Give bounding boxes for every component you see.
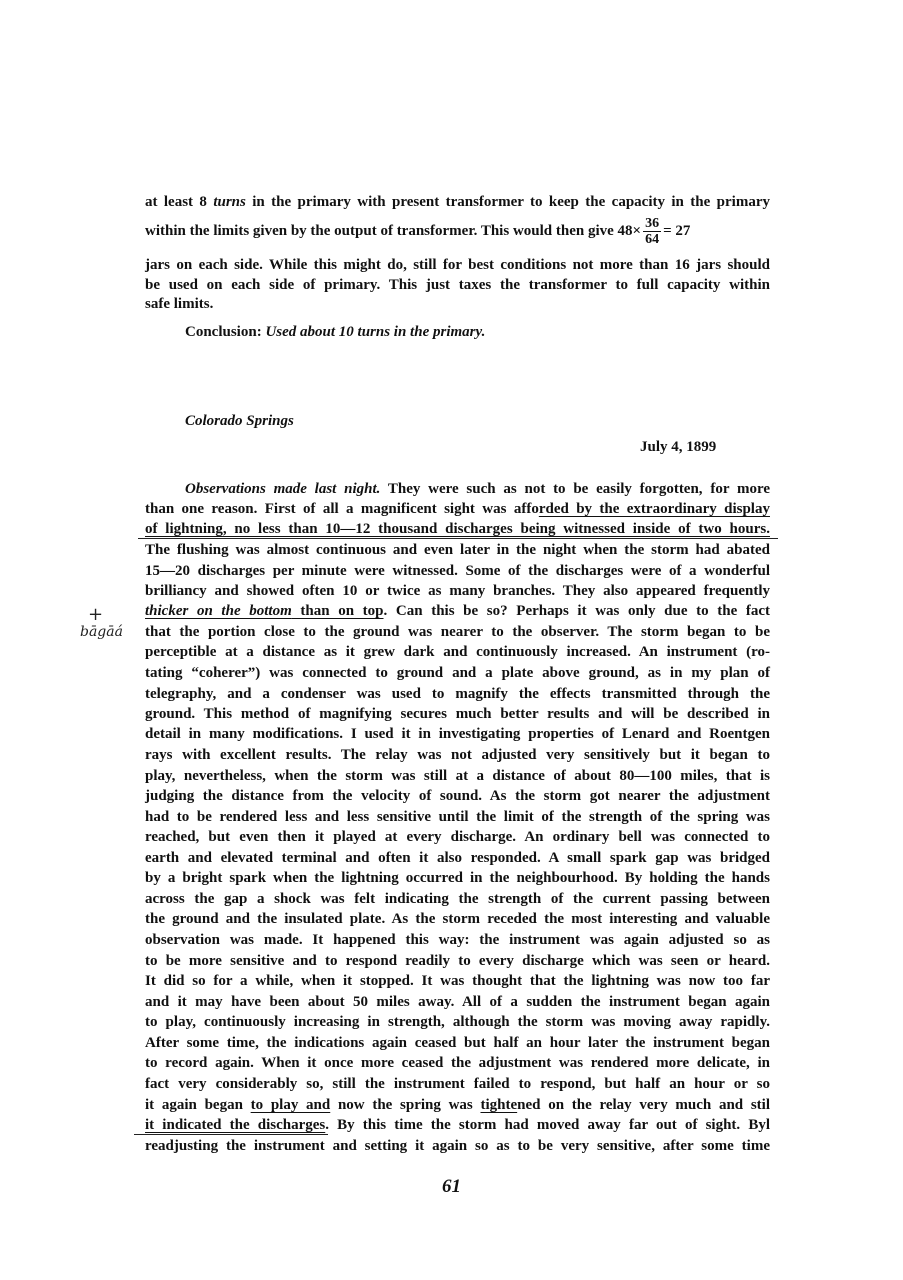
text-line: jars on each side. While this might do, still for best conditions not more than 16 jars should: [145, 257, 770, 273]
text-line: be used on each side of primary. This just taxes the transformer to full capacity within: [145, 277, 770, 293]
text-line: the ground and the insulated plate. As the storm receded the most interesting and valuable: [145, 911, 770, 927]
text-line: The flushing was almost continuous and even later in the night when the storm had abated: [145, 542, 770, 558]
text-line: 15—20 discharges per minute were witnessed. Some of the discharges were of a wonderful: [145, 563, 770, 579]
text-line: to be more sensitive and to respond readily to every discharge which was seen or heard.: [145, 953, 770, 969]
text-line: play, nevertheless, when the storm was still at a distance of about 80—100 miles, that is: [145, 768, 770, 784]
text-line: it indicated the discharges. By this time the storm had moved away far out of sight. Byl: [145, 1117, 770, 1133]
margin-mark: +: [88, 604, 104, 625]
conclusion: Conclusion: Used about 10 turns in the primary.: [185, 324, 486, 340]
text-line: telegraphy, and a condenser was used to magnify the effects transmitted through the: [145, 686, 770, 702]
text-line-with-fraction: within the limits given by the output of transformer. This would then give 48× $\frac{36}{64}$ = 27: [145, 216, 691, 248]
text-line: than one reason. First of all a magnificent sight was afforded by the extraordinary display: [145, 501, 770, 517]
text-line: judging the distance from the velocity of sound. As the storm got nearer the adjustment: [145, 788, 770, 804]
fraction: $\frac{36}{64}$: [645, 216, 660, 248]
text-line: it again began to play and now the spring was tightened on the relay very much and stil: [145, 1097, 771, 1113]
page-number: 61: [442, 1176, 461, 1197]
text-line: fact very considerably so, still the instrument failed to respond, but half an hour or so: [145, 1076, 770, 1092]
text-line: at least 8 turns in the primary with present transformer to keep the capacity in the primary: [145, 194, 770, 210]
entry-date: July 4, 1899: [640, 439, 717, 455]
text-line: Observations made last night. They were such as not to be easily forgotten, for more: [185, 481, 771, 497]
text-line: across the gap a shock was felt indicating the strength of the current passing between: [145, 891, 770, 907]
text-line: observation was made. It happened this way: the instrument was again adjusted so as: [145, 932, 770, 948]
text-line: safe limits.: [145, 296, 214, 312]
text-line: and it may have been about 50 miles away. All of a sudden the instrument began again: [145, 994, 770, 1010]
text-line: that the portion close to the ground was nearer to the observer. The storm began to be: [145, 624, 770, 640]
text-line: It did so for a while, when it stopped. It was thought that the lightning was now too far: [145, 973, 770, 989]
text-line: perceptible at a distance as it grew dark and continuously increased. An instrument (ro-: [145, 644, 770, 660]
text-line: of lightning, no less than 10—12 thousand discharges being witnessed inside of two hours.: [145, 521, 770, 537]
text-line: had to be rendered less and less sensitive until the limit of the strength of the spring was: [145, 809, 770, 825]
text-line: After some time, the indications again ceased but half an hour later the instrument began: [145, 1035, 770, 1051]
text-line: by a bright spark when the lightning occurred in the neighbourhood. By holding the hands: [145, 870, 770, 886]
text-line: thicker on the bottom than on top. Can this be so? Perhaps it was only due to the fact: [145, 603, 771, 619]
text-line: to record again. When it once more ceased the adjustment was rendered more delicate, in: [145, 1055, 770, 1071]
handwritten-underline: [138, 538, 778, 539]
handwritten-underline: [134, 1134, 328, 1135]
text-line: tating “coherer”) was connected to ground and a plate above ground, as in my plan of: [145, 665, 770, 681]
text-line: readjusting the instrument and setting it again so as to be very sensitive, after some time: [145, 1138, 770, 1154]
text-line: ground. This method of magnifying secures much better results and will be described in: [145, 706, 770, 722]
margin-note-word: bāgāá: [80, 624, 123, 640]
text-line: rays with excellent results. The relay was not adjusted very sensitively but it began to: [145, 747, 770, 763]
text-line: detail in many modifications. I used it in investigating properties of Lenard and Roentgen: [145, 726, 770, 742]
text-line: reached, but even then it played at every discharge. An ordinary bell was connected to: [145, 829, 770, 845]
text-line: earth and elevated terminal and often it also responded. A small spark gap was bridged: [145, 850, 770, 866]
text-line: to play, continuously increasing in strength, although the storm was moving away rapidly.: [145, 1014, 770, 1030]
text-line: brilliancy and showed often 10 or twice as many branches. They also appeared frequently: [145, 583, 770, 599]
entry-place: Colorado Springs: [185, 413, 294, 429]
